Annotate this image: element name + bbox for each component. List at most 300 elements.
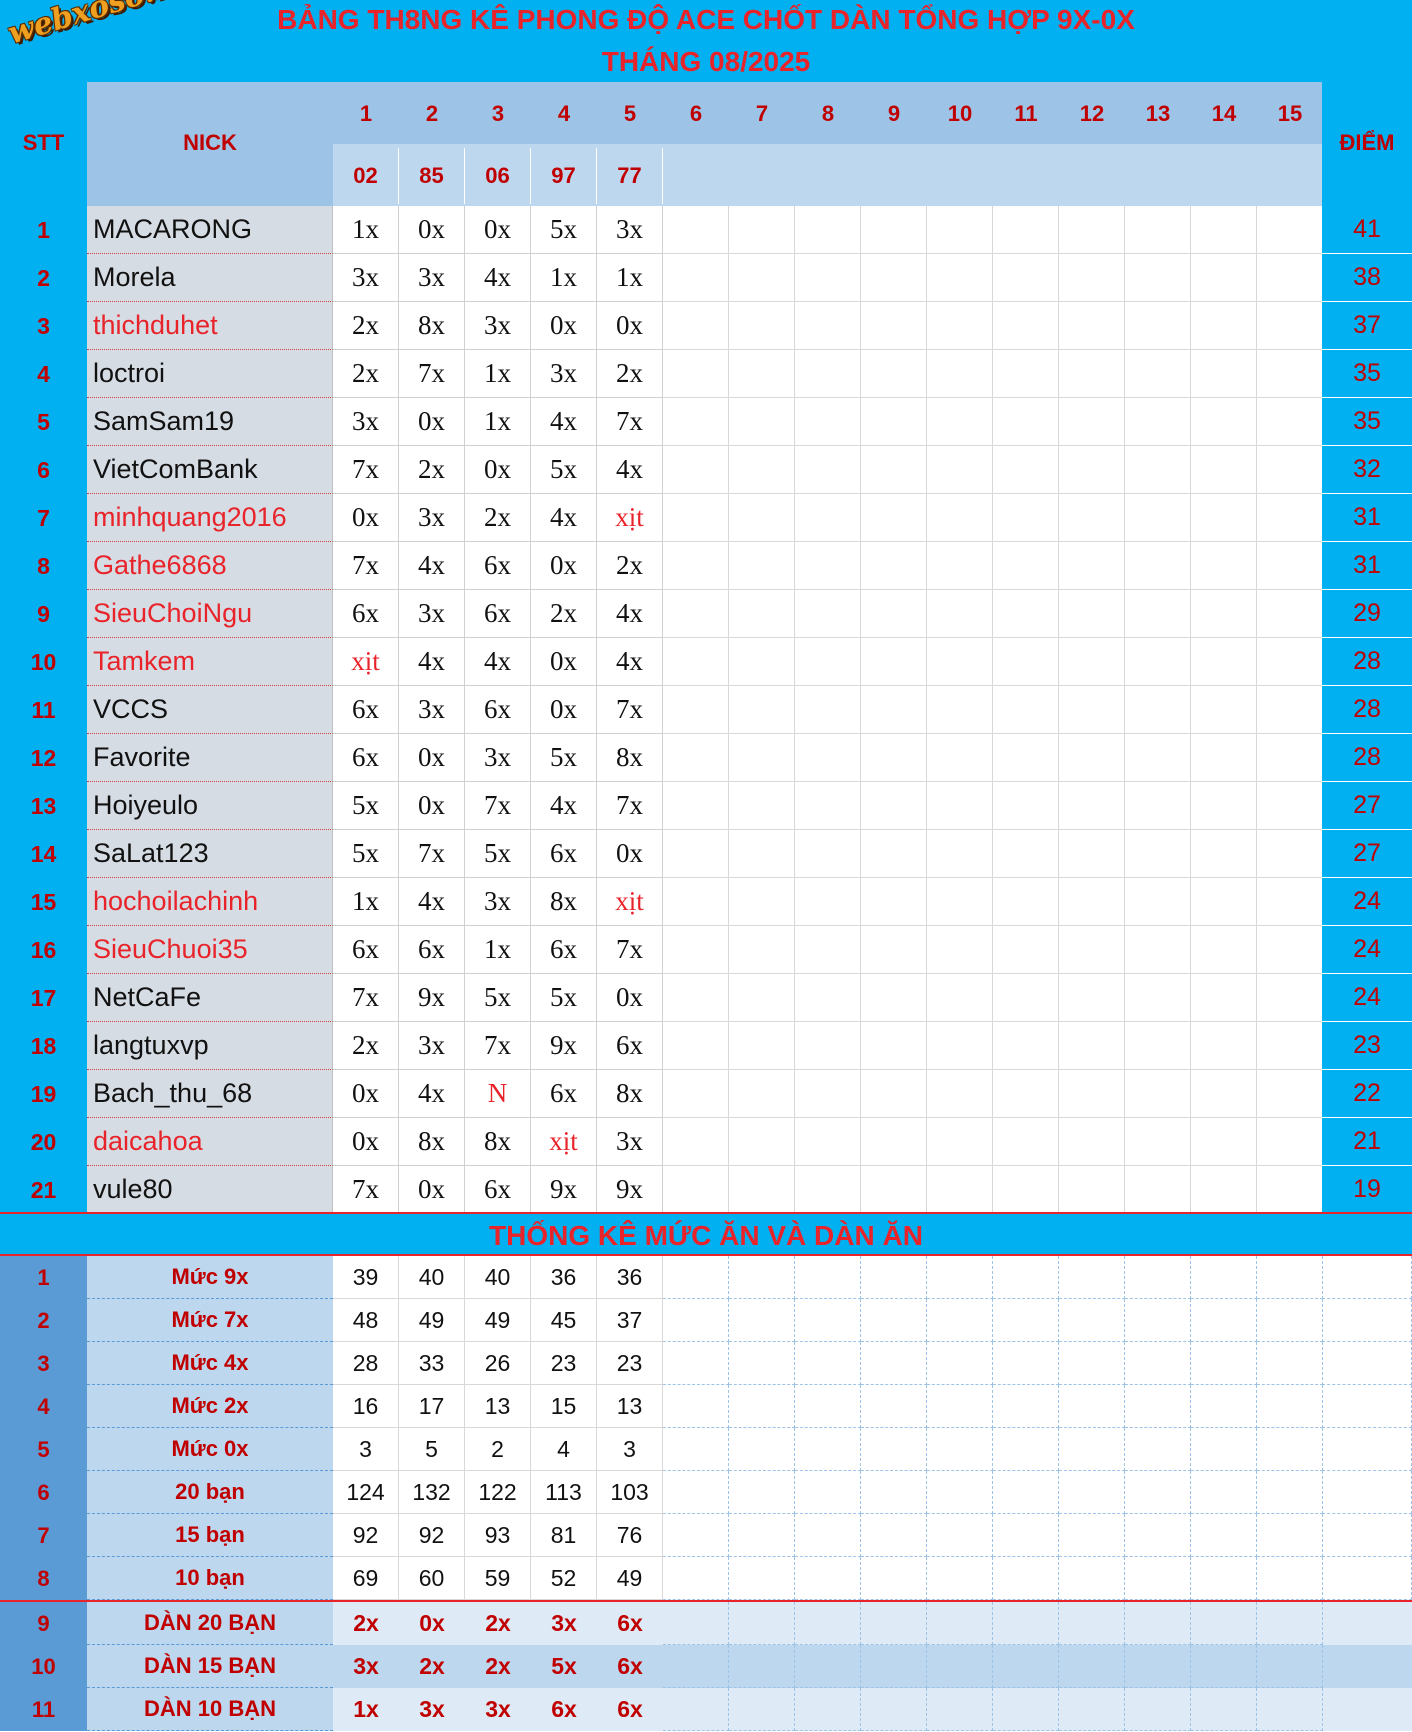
stat-empty-cell[interactable] [1191,1471,1257,1514]
empty-cell[interactable] [993,542,1059,590]
score-cell[interactable]: 7x [465,1022,531,1070]
stat-empty-cell[interactable] [729,1514,795,1557]
stat-value[interactable]: 60 [399,1557,465,1600]
stat-empty-cell[interactable] [729,1557,795,1600]
empty-cell[interactable] [993,350,1059,398]
empty-cell[interactable] [729,206,795,254]
empty-cell[interactable] [927,878,993,926]
stat-empty-cell[interactable] [1125,1342,1191,1385]
dan-empty-cell[interactable] [1059,1688,1125,1731]
empty-cell[interactable] [795,542,861,590]
empty-cell[interactable] [1257,734,1323,782]
player-nick[interactable]: daicahoa [87,1118,333,1166]
empty-cell[interactable] [993,974,1059,1022]
score-cell[interactable]: 5x [531,206,597,254]
dan-empty-cell[interactable] [861,1645,927,1688]
stat-empty-cell[interactable] [1322,1514,1412,1557]
empty-cell[interactable] [861,1022,927,1070]
empty-cell[interactable] [861,686,927,734]
score-cell[interactable]: 6x [531,926,597,974]
empty-cell[interactable] [1059,350,1125,398]
stat-empty-cell[interactable] [795,1428,861,1471]
empty-cell[interactable] [729,734,795,782]
empty-cell[interactable] [993,878,1059,926]
empty-cell[interactable] [1125,926,1191,974]
player-nick[interactable]: hochoilachinh [87,878,333,926]
score-cell[interactable]: 0x [597,302,663,350]
empty-cell[interactable] [1125,206,1191,254]
dan-empty-cell[interactable] [993,1602,1059,1645]
empty-cell[interactable] [1059,830,1125,878]
score-cell[interactable]: 2x [531,590,597,638]
score-cell[interactable]: 5x [465,974,531,1022]
stat-empty-cell[interactable] [663,1471,729,1514]
empty-cell[interactable] [1257,974,1323,1022]
empty-cell[interactable] [1257,638,1323,686]
score-cell[interactable]: 9x [531,1022,597,1070]
score-cell[interactable]: 1x [465,926,531,974]
score-cell[interactable]: 9x [399,974,465,1022]
stat-empty-cell[interactable] [927,1299,993,1342]
empty-cell[interactable] [729,830,795,878]
empty-cell[interactable] [1125,974,1191,1022]
empty-cell[interactable] [927,494,993,542]
stat-value[interactable]: 122 [465,1471,531,1514]
empty-cell[interactable] [1191,494,1257,542]
empty-cell[interactable] [1059,302,1125,350]
dan-empty-cell[interactable] [1257,1688,1323,1731]
score-cell[interactable]: 0x [531,638,597,686]
dan-empty-cell[interactable] [927,1688,993,1731]
stat-empty-cell[interactable] [795,1299,861,1342]
stat-empty-cell[interactable] [861,1385,927,1428]
empty-cell[interactable] [1191,446,1257,494]
score-cell[interactable]: 1x [597,254,663,302]
empty-cell[interactable] [663,638,729,686]
empty-cell[interactable] [795,734,861,782]
dan-empty-cell[interactable] [1191,1602,1257,1645]
stat-value[interactable]: 28 [333,1342,399,1385]
score-cell[interactable]: 1x [333,878,399,926]
dan-value[interactable]: 2x [485,1653,511,1679]
empty-cell[interactable] [795,1118,861,1166]
score-cell[interactable]: 4x [531,782,597,830]
score-cell[interactable]: 3x [465,734,531,782]
empty-cell[interactable] [1125,398,1191,446]
empty-cell[interactable] [861,350,927,398]
empty-cell[interactable] [1257,398,1323,446]
score-cell[interactable]: 2x [597,542,663,590]
score-cell[interactable]: 5x [531,734,597,782]
dan-value[interactable]: 2x [353,1610,379,1636]
empty-cell[interactable] [861,734,927,782]
dan-empty-cell[interactable] [1125,1602,1191,1645]
stat-empty-cell[interactable] [729,1256,795,1299]
stat-empty-cell[interactable] [1125,1514,1191,1557]
stat-empty-cell[interactable] [663,1385,729,1428]
empty-cell[interactable] [927,734,993,782]
score-cell[interactable]: 4x [399,1070,465,1118]
empty-cell[interactable] [861,590,927,638]
empty-cell[interactable] [1059,206,1125,254]
empty-cell[interactable] [1191,638,1257,686]
empty-cell[interactable] [993,734,1059,782]
empty-cell[interactable] [1059,1070,1125,1118]
empty-cell[interactable] [1059,254,1125,302]
empty-cell[interactable] [927,590,993,638]
dan-value[interactable]: 1x [353,1696,379,1722]
player-nick[interactable]: Tamkem [87,638,333,686]
player-nick[interactable]: Hoiyeulo [87,782,333,830]
empty-cell[interactable] [993,638,1059,686]
player-nick[interactable]: SaLat123 [87,830,333,878]
score-cell[interactable]: 6x [465,686,531,734]
score-cell[interactable]: 6x [531,830,597,878]
score-cell[interactable]: 4x [465,254,531,302]
score-cell[interactable]: xịt [597,494,663,542]
empty-cell[interactable] [1191,350,1257,398]
empty-cell[interactable] [1125,302,1191,350]
score-cell[interactable]: 4x [399,638,465,686]
empty-cell[interactable] [861,542,927,590]
stat-empty-cell[interactable] [861,1299,927,1342]
player-nick[interactable]: NetCaFe [87,974,333,1022]
empty-cell[interactable] [1191,878,1257,926]
stat-empty-cell[interactable] [993,1514,1059,1557]
dan-empty-cell[interactable] [1257,1645,1323,1688]
empty-cell[interactable] [663,254,729,302]
stat-value[interactable]: 93 [465,1514,531,1557]
empty-cell[interactable] [1059,782,1125,830]
empty-cell[interactable] [861,494,927,542]
stat-empty-cell[interactable] [1257,1428,1323,1471]
empty-cell[interactable] [729,686,795,734]
player-nick[interactable]: langtuxvp [87,1022,333,1070]
score-cell[interactable]: xịt [531,1118,597,1166]
empty-cell[interactable] [1059,926,1125,974]
player-nick[interactable]: Gathe6868 [87,542,333,590]
dan-empty-cell[interactable] [927,1645,993,1688]
stat-value[interactable]: 40 [399,1256,465,1299]
dan-value[interactable]: 2x [419,1653,445,1679]
score-cell[interactable]: 5x [333,782,399,830]
stat-empty-cell[interactable] [729,1342,795,1385]
score-cell[interactable]: 3x [399,590,465,638]
empty-cell[interactable] [993,302,1059,350]
dan-empty-cell[interactable] [729,1645,795,1688]
stat-empty-cell[interactable] [663,1342,729,1385]
dan-empty-cell[interactable] [663,1602,729,1645]
dan-empty-cell[interactable] [795,1688,861,1731]
stat-empty-cell[interactable] [993,1385,1059,1428]
score-cell[interactable]: 7x [333,1166,399,1214]
stat-value[interactable]: 5 [399,1428,465,1471]
stat-empty-cell[interactable] [1191,1256,1257,1299]
stat-empty-cell[interactable] [1257,1514,1323,1557]
dan-value[interactable]: 3x [485,1696,511,1722]
dan-empty-cell[interactable] [993,1645,1059,1688]
empty-cell[interactable] [993,1070,1059,1118]
empty-cell[interactable] [663,782,729,830]
stat-empty-cell[interactable] [1257,1299,1323,1342]
empty-cell[interactable] [1059,590,1125,638]
empty-cell[interactable] [1191,1070,1257,1118]
stat-empty-cell[interactable] [663,1256,729,1299]
empty-cell[interactable] [729,542,795,590]
empty-cell[interactable] [1059,1022,1125,1070]
empty-cell[interactable] [663,830,729,878]
empty-cell[interactable] [927,926,993,974]
score-cell[interactable]: 8x [597,734,663,782]
score-cell[interactable]: 4x [531,398,597,446]
empty-cell[interactable] [1257,494,1323,542]
empty-cell[interactable] [927,1070,993,1118]
score-cell[interactable]: N [465,1070,531,1118]
empty-cell[interactable] [795,638,861,686]
empty-cell[interactable] [729,302,795,350]
score-cell[interactable]: 0x [333,494,399,542]
stat-value[interactable]: 113 [531,1471,597,1514]
empty-cell[interactable] [1257,446,1323,494]
stat-empty-cell[interactable] [795,1557,861,1600]
stat-value[interactable]: 36 [531,1256,597,1299]
empty-cell[interactable] [927,206,993,254]
score-cell[interactable]: 7x [333,542,399,590]
stat-empty-cell[interactable] [729,1385,795,1428]
stat-empty-cell[interactable] [1059,1471,1125,1514]
stat-empty-cell[interactable] [1322,1557,1412,1600]
stat-empty-cell[interactable] [927,1428,993,1471]
empty-cell[interactable] [861,926,927,974]
score-cell[interactable]: 9x [597,1166,663,1214]
score-cell[interactable]: 8x [597,1070,663,1118]
player-nick[interactable]: MACARONG [87,206,333,254]
stat-empty-cell[interactable] [861,1428,927,1471]
stat-value[interactable]: 23 [531,1342,597,1385]
empty-cell[interactable] [729,398,795,446]
empty-cell[interactable] [927,542,993,590]
stat-empty-cell[interactable] [795,1385,861,1428]
empty-cell[interactable] [1059,398,1125,446]
empty-cell[interactable] [729,638,795,686]
empty-cell[interactable] [1257,254,1323,302]
empty-cell[interactable] [1191,1118,1257,1166]
stat-value[interactable]: 76 [597,1514,663,1557]
stat-value[interactable]: 13 [597,1385,663,1428]
empty-cell[interactable] [1191,1166,1257,1214]
score-cell[interactable]: 6x [333,686,399,734]
empty-cell[interactable] [795,350,861,398]
empty-cell[interactable] [927,446,993,494]
score-cell[interactable]: 4x [597,446,663,494]
empty-cell[interactable] [861,1166,927,1214]
stat-value[interactable]: 4 [531,1428,597,1471]
empty-cell[interactable] [861,398,927,446]
dan-value[interactable]: 6x [617,1696,643,1722]
stat-value[interactable]: 17 [399,1385,465,1428]
score-cell[interactable]: 7x [333,974,399,1022]
empty-cell[interactable] [1059,446,1125,494]
empty-cell[interactable] [1125,350,1191,398]
empty-cell[interactable] [795,446,861,494]
empty-cell[interactable] [927,350,993,398]
score-cell[interactable]: 3x [597,206,663,254]
empty-cell[interactable] [927,686,993,734]
score-cell[interactable]: 7x [333,446,399,494]
score-cell[interactable]: 1x [465,350,531,398]
dan-empty-cell[interactable] [795,1645,861,1688]
empty-cell[interactable] [795,590,861,638]
empty-cell[interactable] [1059,494,1125,542]
score-cell[interactable]: 4x [597,638,663,686]
empty-cell[interactable] [1059,1118,1125,1166]
empty-cell[interactable] [795,398,861,446]
dan-value[interactable]: 2x [485,1610,511,1636]
stat-empty-cell[interactable] [993,1342,1059,1385]
score-cell[interactable]: 6x [531,1070,597,1118]
stat-empty-cell[interactable] [927,1385,993,1428]
score-cell[interactable]: 0x [399,1166,465,1214]
empty-cell[interactable] [795,830,861,878]
score-cell[interactable]: 3x [399,494,465,542]
score-cell[interactable]: 2x [597,350,663,398]
empty-cell[interactable] [993,206,1059,254]
score-cell[interactable]: 9x [531,1166,597,1214]
stat-value[interactable]: 49 [597,1557,663,1600]
stat-empty-cell[interactable] [927,1514,993,1557]
empty-cell[interactable] [927,1118,993,1166]
dan-empty-cell[interactable] [795,1602,861,1645]
score-cell[interactable]: 0x [531,302,597,350]
dan-value[interactable]: 3x [353,1653,379,1679]
empty-cell[interactable] [1191,830,1257,878]
stat-empty-cell[interactable] [1125,1471,1191,1514]
dan-empty-cell[interactable] [729,1602,795,1645]
stat-empty-cell[interactable] [795,1471,861,1514]
empty-cell[interactable] [927,974,993,1022]
stat-value[interactable]: 49 [465,1299,531,1342]
stat-value[interactable]: 36 [597,1256,663,1299]
empty-cell[interactable] [1059,734,1125,782]
empty-cell[interactable] [1257,1070,1323,1118]
stat-empty-cell[interactable] [729,1428,795,1471]
empty-cell[interactable] [1257,302,1323,350]
empty-cell[interactable] [1191,206,1257,254]
score-cell[interactable]: 2x [465,494,531,542]
stat-empty-cell[interactable] [1257,1557,1323,1600]
stat-empty-cell[interactable] [663,1557,729,1600]
empty-cell[interactable] [1059,638,1125,686]
score-cell[interactable]: 0x [333,1070,399,1118]
stat-empty-cell[interactable] [861,1471,927,1514]
empty-cell[interactable] [729,878,795,926]
score-cell[interactable]: 3x [465,878,531,926]
stat-value[interactable]: 45 [531,1299,597,1342]
stat-empty-cell[interactable] [663,1428,729,1471]
empty-cell[interactable] [1191,686,1257,734]
dan-empty-cell[interactable] [663,1688,729,1731]
score-cell[interactable]: 7x [597,686,663,734]
empty-cell[interactable] [1257,1118,1323,1166]
empty-cell[interactable] [861,1118,927,1166]
empty-cell[interactable] [1125,686,1191,734]
empty-cell[interactable] [927,782,993,830]
stat-value[interactable]: 16 [333,1385,399,1428]
score-cell[interactable]: 3x [333,398,399,446]
stat-empty-cell[interactable] [1059,1514,1125,1557]
stat-empty-cell[interactable] [861,1342,927,1385]
score-cell[interactable]: 4x [399,542,465,590]
empty-cell[interactable] [1191,734,1257,782]
stat-empty-cell[interactable] [861,1514,927,1557]
stat-empty-cell[interactable] [927,1256,993,1299]
stat-value[interactable]: 52 [531,1557,597,1600]
stat-empty-cell[interactable] [993,1299,1059,1342]
stat-empty-cell[interactable] [1125,1557,1191,1600]
empty-cell[interactable] [1125,878,1191,926]
dan-value[interactable]: 6x [617,1610,643,1636]
stat-empty-cell[interactable] [1059,1299,1125,1342]
score-cell[interactable]: 8x [465,1118,531,1166]
empty-cell[interactable] [663,1070,729,1118]
empty-cell[interactable] [663,1166,729,1214]
stat-empty-cell[interactable] [861,1256,927,1299]
stat-empty-cell[interactable] [1059,1428,1125,1471]
score-cell[interactable]: 1x [465,398,531,446]
stat-value[interactable]: 132 [399,1471,465,1514]
empty-cell[interactable] [795,254,861,302]
player-nick[interactable]: VietComBank [87,446,333,494]
stat-empty-cell[interactable] [927,1471,993,1514]
empty-cell[interactable] [1059,686,1125,734]
empty-cell[interactable] [1059,542,1125,590]
score-cell[interactable]: 0x [399,782,465,830]
score-cell[interactable]: 7x [597,398,663,446]
empty-cell[interactable] [663,494,729,542]
empty-cell[interactable] [729,974,795,1022]
empty-cell[interactable] [729,1166,795,1214]
score-cell[interactable]: 6x [333,926,399,974]
dan-value[interactable]: 0x [419,1610,445,1636]
empty-cell[interactable] [729,494,795,542]
empty-cell[interactable] [663,878,729,926]
stat-value[interactable]: 13 [465,1385,531,1428]
empty-cell[interactable] [1191,1022,1257,1070]
empty-cell[interactable] [861,254,927,302]
stat-empty-cell[interactable] [1191,1428,1257,1471]
empty-cell[interactable] [729,590,795,638]
score-cell[interactable]: 0x [597,830,663,878]
dan-empty-cell[interactable] [861,1688,927,1731]
empty-cell[interactable] [1257,206,1323,254]
empty-cell[interactable] [729,254,795,302]
score-cell[interactable]: 5x [531,446,597,494]
score-cell[interactable]: 6x [465,1166,531,1214]
empty-cell[interactable] [927,1022,993,1070]
empty-cell[interactable] [1125,734,1191,782]
empty-cell[interactable] [663,1118,729,1166]
empty-cell[interactable] [663,302,729,350]
empty-cell[interactable] [1257,1022,1323,1070]
stat-empty-cell[interactable] [1257,1385,1323,1428]
empty-cell[interactable] [1191,782,1257,830]
dan-empty-cell[interactable] [927,1602,993,1645]
stat-empty-cell[interactable] [1125,1428,1191,1471]
player-nick[interactable]: minhquang2016 [87,494,333,542]
stat-empty-cell[interactable] [1322,1299,1412,1342]
score-cell[interactable]: 3x [333,254,399,302]
stat-value[interactable]: 2 [465,1428,531,1471]
